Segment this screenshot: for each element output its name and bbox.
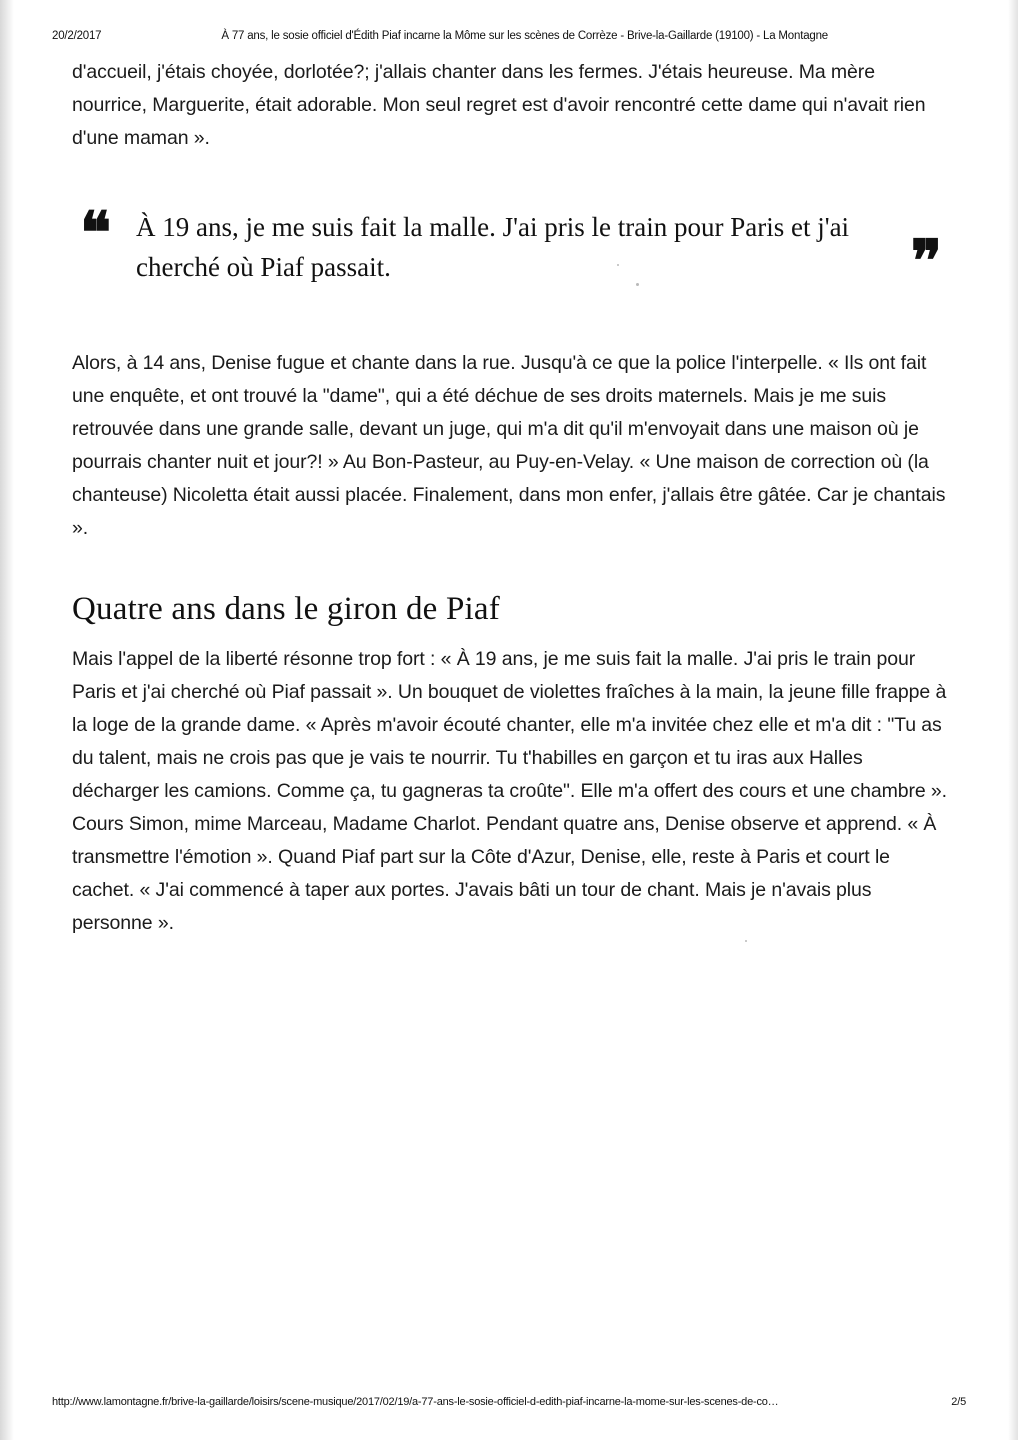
section-heading: Quatre ans dans le giron de Piaf	[72, 591, 500, 627]
article-content	[72, 56, 950, 940]
quote-close-icon: ❞	[910, 229, 942, 294]
quote-open-icon: ❝	[80, 201, 112, 266]
paragraph-block-two	[72, 347, 950, 545]
paragraph-two: Alors, à 14 ans, Denise fugue et chante dans la rue. Jusqu'à ce que la police l'interpelle. « Ils ont fait une enquête, et ont trouvé la "dame", qui a été déchue de ses droits maternels. Mais je me suis retrouvée dans une grande salle, devant un juge, qui m'a dit qu'il m'envoyait dans une maison où je pourrais chanter nuit et jour?! » Au Bon-Pasteur, au Puy-en-Velay. « Une maison de correction où (la chanteuse) Nicoletta était aussi placée. Finalement, dans mon enfer, j'allais être gâtée. Car je chantais ».	[72, 352, 946, 539]
pull-quote	[72, 201, 950, 299]
pull-quote-text: À 19 ans, je me suis fait la malle. J'ai pris le train pour Paris et j'ai cherché où Piaf passait.	[136, 212, 850, 282]
lead-paragraph: d'accueil, j'étais choyée, dorlotée?; j'allais chanter dans les fermes. J'étais heureuse. Ma mère nourrice, Marguerite, était adorable. Mon seul regret est d'avoir rencontré cette dame qui n'avait rien d'une maman ».	[72, 61, 926, 149]
scan-speck	[745, 940, 747, 942]
footer-page-number: 2/5	[951, 1396, 966, 1408]
header-title: À 77 ans, le sosie officiel d'Édith Piaf incarne la Môme sur les scènes de Corrèze - Brive-la-Gaillarde (19100) - La Montagne	[221, 30, 828, 42]
page-header	[52, 30, 966, 42]
footer-url: http://www.lamontagne.fr/brive-la-gaillarde/loisirs/scene-musique/2017/02/19/a-77-ans-le-sosie-officiel-d-edith-piaf-incarne-la-mome-sur-les-scenes-de-co…	[52, 1396, 779, 1408]
header-date: 20/2/2017	[52, 30, 102, 42]
page-footer	[52, 1396, 966, 1408]
paragraph-three: Mais l'appel de la liberté résonne trop fort : « À 19 ans, je me suis fait la malle. J'ai pris le train pour Paris et j'ai cherché où Piaf passait ». Un bouquet de violettes fraîches à la main, la jeune fille frappe à la loge de la grande dame. « Après m'avoir écouté chanter, elle m'a invitée chez elle et m'a dit : "Tu as du talent, mais ne crois pas que je vais te nourrir. Tu t'habilles en garçon et tu iras aux Halles décharger les camions. Comme ça, tu gagneras ta croûte". Elle m'a offert des cours et une chambre ». Cours Simon, mime Marceau, Madame Charlot. Pendant quatre ans, Denise observe et apprend. « À transmettre l'émotion ». Quand Piaf part sur la Côte d'Azur, Denise, elle, reste à Paris et court le cachet. « J'ai commencé à taper aux portes. J'avais bâti un tour de chant. Mais je n'avais plus personne ».	[72, 648, 947, 934]
